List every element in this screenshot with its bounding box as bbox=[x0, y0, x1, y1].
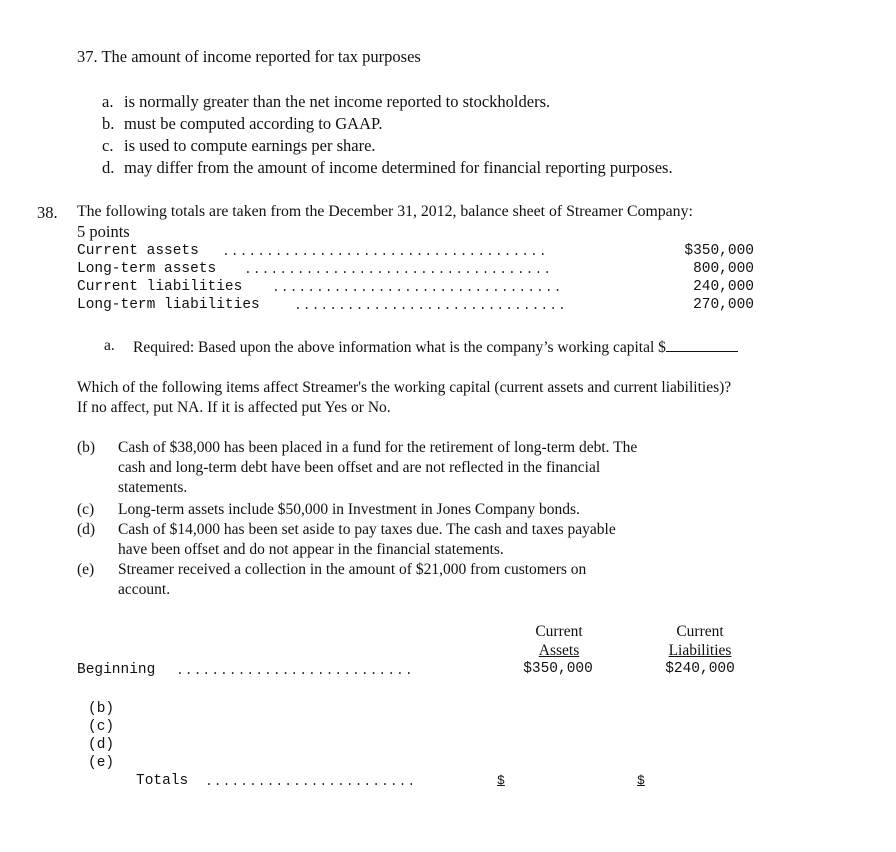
leader-dots: ................................... bbox=[244, 262, 553, 277]
q37-option-b-letter: b. bbox=[102, 114, 115, 133]
q38-points: 5 points bbox=[77, 222, 130, 241]
balance-label-long-term-assets: Long-term assets bbox=[77, 261, 217, 277]
item-b-line-3: statements. bbox=[118, 479, 188, 496]
balance-label-current-assets: Current assets bbox=[77, 243, 199, 259]
q37-stem: 37. The amount of income reported for tax purposes bbox=[77, 47, 421, 66]
q38-stem: The following totals are taken from the December 31, 2012, balance sheet of Streamer Company: bbox=[77, 203, 693, 220]
q37-option-d: may differ from the amount of income determined for financial reporting purposes. bbox=[124, 158, 673, 177]
q37-option-c: is used to compute earnings per share. bbox=[124, 136, 376, 155]
leader-dots: ........................ bbox=[205, 774, 417, 789]
totals-current-assets[interactable]: $ bbox=[497, 773, 505, 788]
q37-option-d-letter: d. bbox=[102, 158, 115, 177]
col-current-assets-top: Current bbox=[535, 623, 583, 640]
beginning-label: Beginning bbox=[77, 662, 156, 678]
item-e-line-2: account. bbox=[118, 581, 171, 598]
item-e-line-1: Streamer received a collection in the amount of $21,000 from customers on bbox=[118, 561, 587, 578]
totals-label: Totals bbox=[136, 773, 189, 789]
required-text bbox=[133, 337, 738, 357]
item-b-line-2: cash and long-term debt have been offset and are not reflected in the financial bbox=[118, 459, 601, 476]
item-c-letter: (c) bbox=[77, 501, 95, 518]
item-d-line-2: have been offset and do not appear in the financial statements. bbox=[118, 541, 504, 558]
leader-dots: ................................. bbox=[272, 280, 563, 295]
balance-label-long-term-liabilities: Long-term liabilities bbox=[77, 297, 260, 313]
beginning-current-assets: $350,000 bbox=[523, 661, 593, 677]
row-label-e: (e) bbox=[88, 755, 115, 771]
q38-number: 38. bbox=[37, 203, 58, 222]
required-letter: a. bbox=[104, 337, 115, 354]
col-current-assets-bottom: Assets bbox=[538, 642, 580, 659]
q37-option-c-letter: c. bbox=[102, 136, 114, 155]
totals-current-liabilities[interactable]: $ bbox=[637, 773, 645, 788]
row-label-b: (b) bbox=[88, 701, 115, 717]
item-b-line-1: Cash of $38,000 has been placed in a fund for the retirement of long-term debt. The bbox=[118, 439, 638, 456]
q37-option-b: must be computed according to GAAP. bbox=[124, 114, 383, 133]
instruction-line-2: If no affect, put NA. If it is affected put Yes or No. bbox=[77, 399, 391, 416]
col-current-liabilities-bottom: Liabilities bbox=[668, 642, 732, 659]
q37-option-a-letter: a. bbox=[102, 92, 114, 111]
beginning-current-liabilities: $240,000 bbox=[665, 661, 735, 677]
q37-option-a: is normally greater than the net income reported to stockholders. bbox=[124, 92, 551, 111]
leader-dots: ........................... bbox=[176, 663, 414, 678]
working-capital-answer-blank[interactable] bbox=[666, 337, 738, 352]
item-d-letter: (d) bbox=[77, 521, 96, 538]
item-c-line-1: Long-term assets include $50,000 in Investment in Jones Company bonds. bbox=[118, 501, 580, 518]
balance-value-long-term-liabilities: 270,000 bbox=[693, 297, 754, 313]
leader-dots: ..................................... bbox=[222, 244, 548, 259]
required-prompt: Required: Based upon the above information what is the company’s working capital $ bbox=[133, 339, 666, 356]
leader-dots: ............................... bbox=[294, 298, 567, 313]
row-label-d: (d) bbox=[88, 737, 115, 753]
balance-label-current-liabilities: Current liabilities bbox=[77, 279, 243, 295]
col-current-liabilities-top: Current bbox=[676, 623, 724, 640]
balance-value-long-term-assets: 800,000 bbox=[693, 261, 754, 277]
item-d-line-1: Cash of $14,000 has been set aside to pay taxes due. The cash and taxes payable bbox=[118, 521, 616, 538]
instruction-line-1: Which of the following items affect Streamer's the working capital (current assets and current liabilities)? bbox=[77, 379, 732, 396]
balance-value-current-liabilities: 240,000 bbox=[693, 279, 754, 295]
item-e-letter: (e) bbox=[77, 561, 95, 578]
balance-value-current-assets: $350,000 bbox=[684, 243, 754, 259]
item-b-letter: (b) bbox=[77, 439, 96, 456]
row-label-c: (c) bbox=[88, 719, 115, 735]
